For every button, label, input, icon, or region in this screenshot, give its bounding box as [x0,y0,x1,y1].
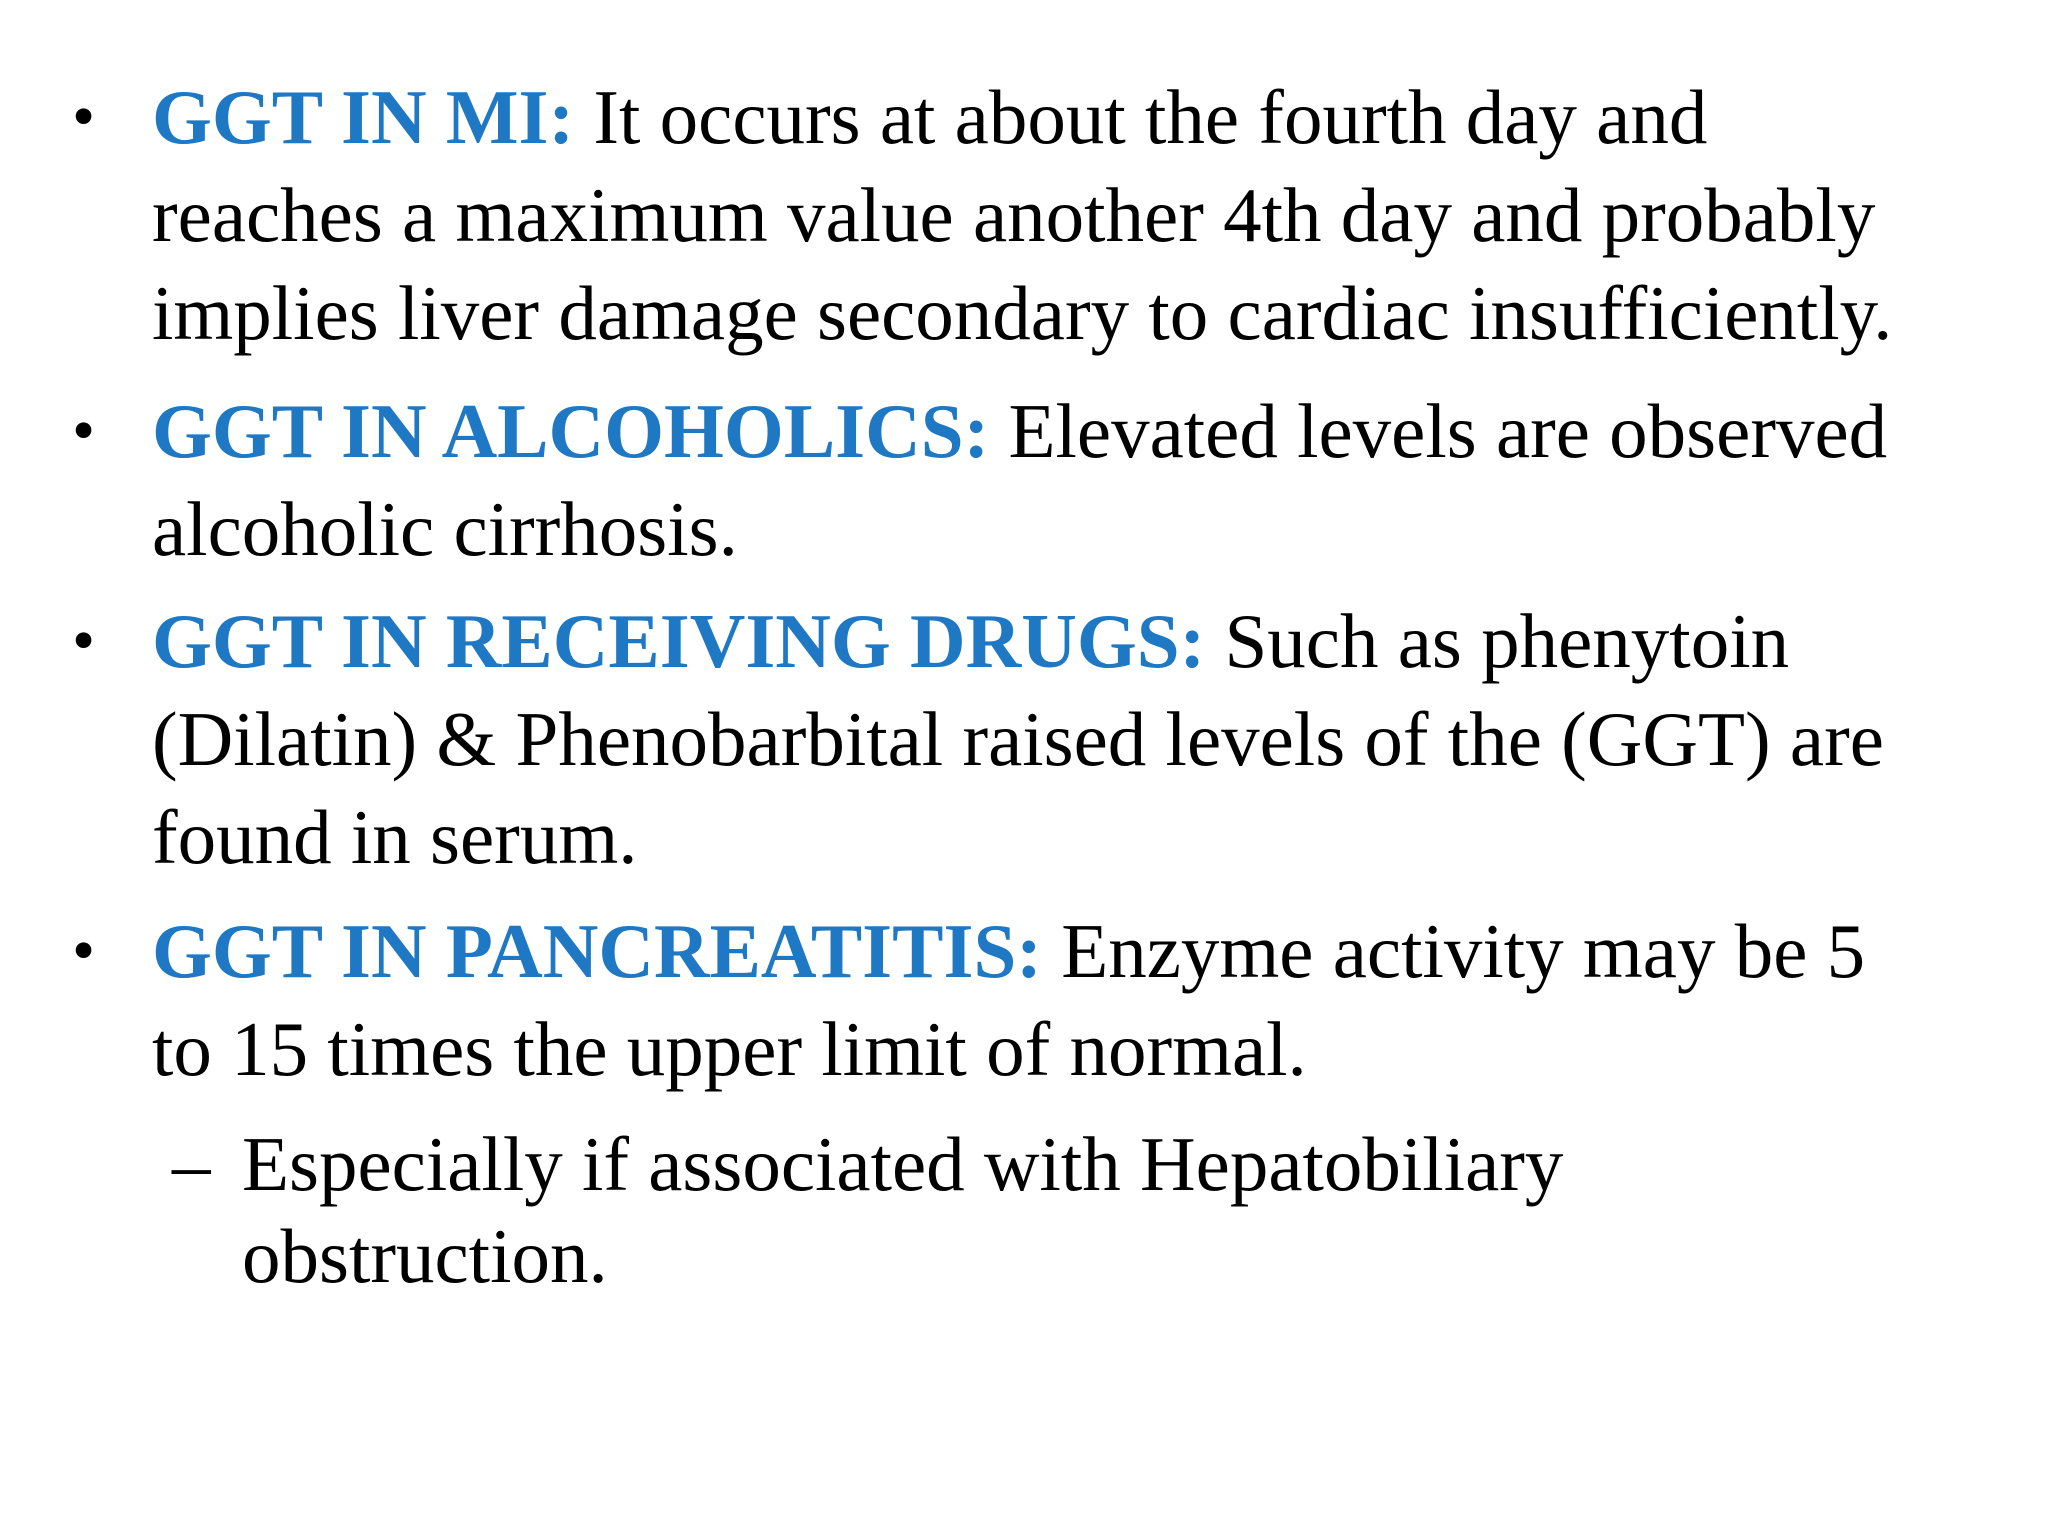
text-line [152,902,2012,1000]
bullet-body: Elevated levels are observed [989,388,1888,474]
bullet-dot-icon: • [72,914,96,987]
bullet-body: Enzyme activity may be 5 [1041,908,1866,994]
bullet-dot-icon: • [72,80,96,153]
text-line: Especially if associated with Hepatobiliary [242,1121,1564,1207]
bullet-heading: GGT IN MI: [152,74,575,160]
text-line [152,592,2012,690]
dash-icon: – [172,1121,211,1207]
bullet-dot-icon: • [72,394,96,467]
text-line: reaches a maximum value another 4th day and probably [152,172,1876,258]
text-line: found in serum. [152,794,638,880]
bullet-text [152,592,2012,886]
bullet-heading: GGT IN PANCREATITIS: [152,908,1042,994]
text-line [152,382,2012,480]
text-line: alcoholic cirrhosis. [152,486,738,572]
bullet-text [152,902,2012,1098]
bullet-text [152,382,2012,578]
text-line [152,68,2012,166]
bullet-heading: GGT IN ALCOHOLICS: [152,388,990,474]
bullet-body: Such as phenytoin [1205,598,1790,684]
bullet-text [152,68,2012,362]
text-line: implies liver damage secondary to cardiac insufficiently. [152,270,1893,356]
bullet-heading: GGT IN RECEIVING DRUGS: [152,598,1206,684]
text-line: to 15 times the upper limit of normal. [152,1006,1307,1092]
sub-bullet-text [242,1118,1563,1302]
text-line: (Dilatin) & Phenobarbital raised levels of the (GGT) are [152,696,1884,782]
bullet-dot-icon: • [72,604,96,677]
text-line: obstruction. [242,1213,608,1299]
bullet-body: It occurs at about the fourth day and [574,74,1708,160]
